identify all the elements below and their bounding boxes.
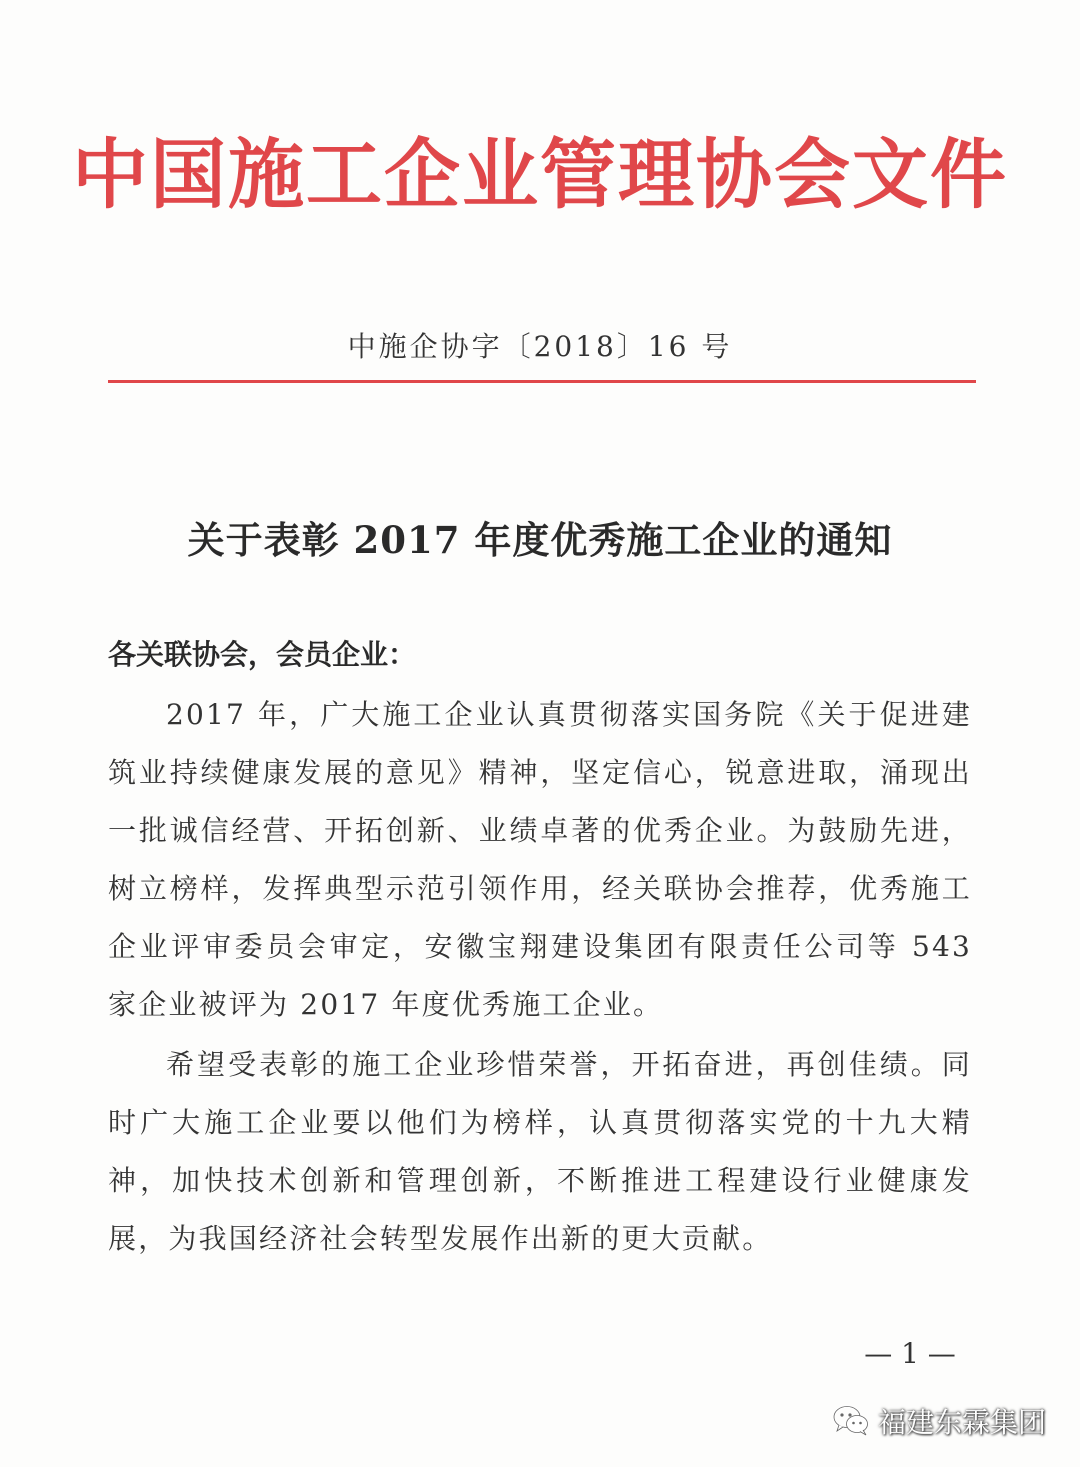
salutation: 各关联协会，会员企业： [108,638,417,671]
org-header-title: 中国施工企业管理协会文件 [72,130,1008,219]
page-number: — 1 — [864,1337,956,1370]
watermark-text: 福建东霖集团 [877,1406,1046,1439]
wechat-icon [832,1404,870,1438]
header-divider [108,380,976,383]
notice-title: 关于表彰 2017 年度优秀施工企业的通知 [187,518,893,562]
source-watermark [832,1398,1046,1444]
body-paragraph-1: 2017 年，广大施工企业认真贯彻落实国务院《关于促进建筑业持续健康发展的意见》精神，坚定信心，锐意进取，涌现出一批诚信经营、开拓创新、业绩卓著的优秀企业。为鼓励先进，树立榜样，发挥典型示范引领作用，经关联协会推荐，优秀施工企业评审委员会审定，安徽宝翔建设集团有限责任公司等 543 家企业被评为 2017 年度优秀施工企业。 [108,698,972,1021]
body-paragraph-2: 希望受表彰的施工企业珍惜荣誉，开拓奋进，再创佳绩。同时广大施工企业要以他们为榜样，认真贯彻落实党的十九大精神，加快技术创新和管理创新，不断推进工程建设行业健康发展，为我国经济社会转型发展作出新的更大贡献。 [108,1048,972,1255]
document-number: 中施企协字〔2018〕16 号 [347,330,733,363]
